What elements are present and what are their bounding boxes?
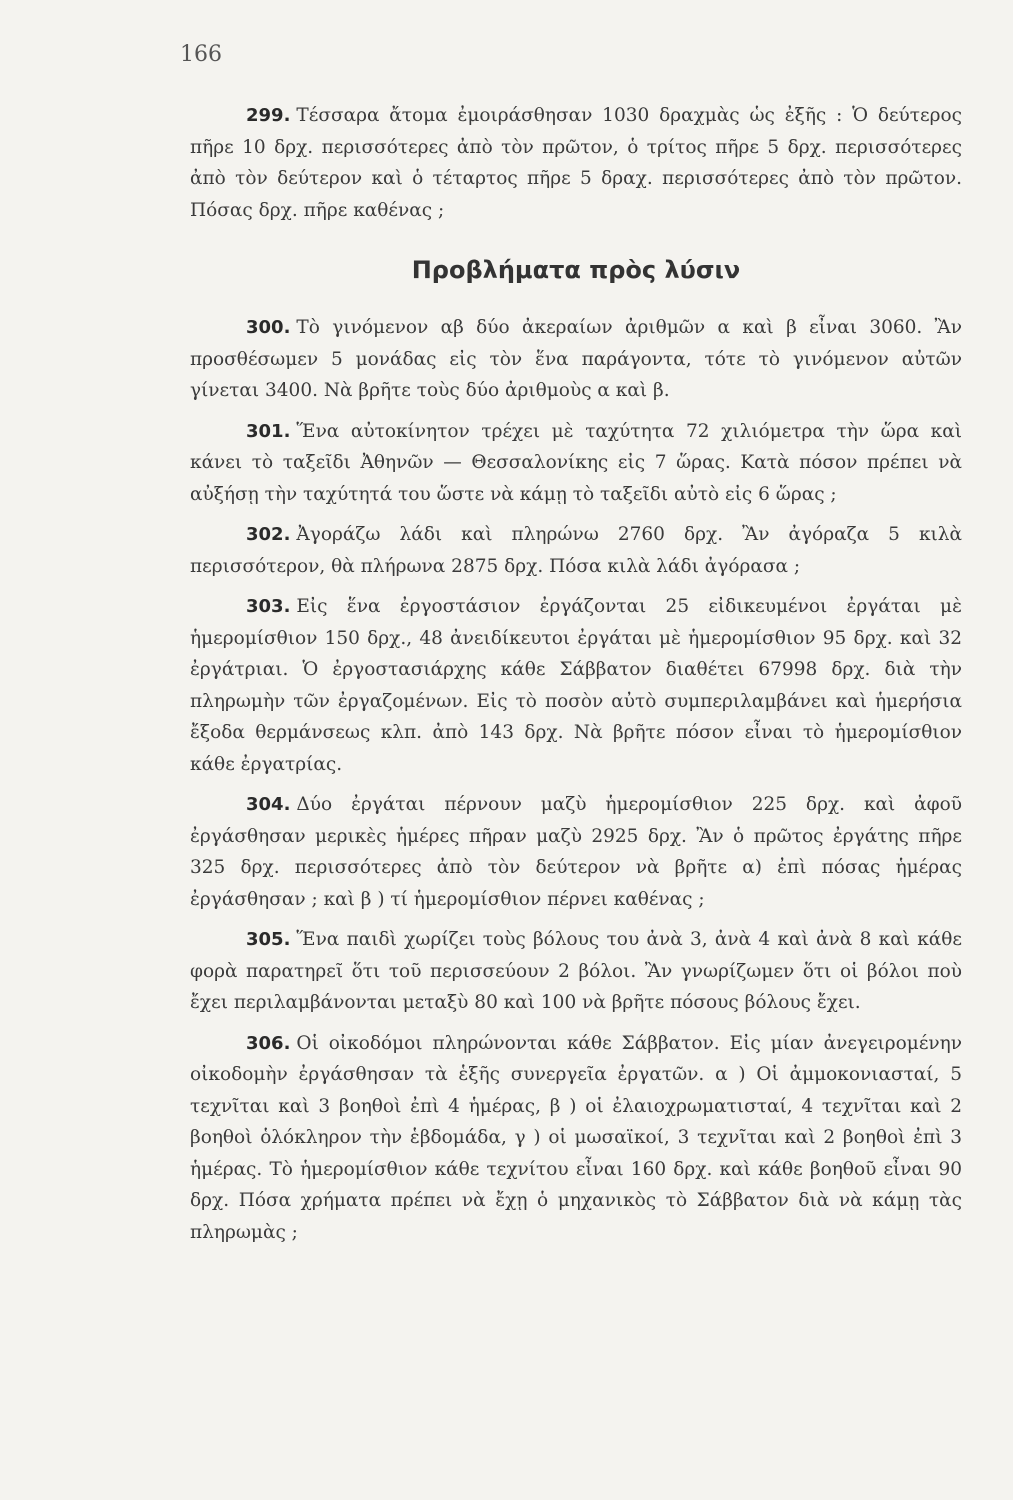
problem-text: Οἱ οἰκοδόμοι πληρώνονται κάθε Σάββατον. Εἰς μίαν ἀνεγειρομένην οἰκοδομὴν ἐργάσθησαν τὰ ἑξῆς συνεργεῖα ἐργατῶν. α ) Οἱ ἀμμοκονιασταί, 5 τεχνῖται καὶ 3 βοηθοὶ ἐπὶ 4 ἡμέρας, β ) οἱ ἐλαιοχρωματισταί, 4 τεχνῖται καὶ 2 βοηθοὶ ὁλόκληρον τὴν ἑβδομάδα, γ ) οἱ μωσαϊκοί, 3 τεχνῖται καὶ 2 βοηθοὶ ἐπὶ 3 ἡμέρας. Τὸ ἡμερομίσθιον κάθε τεχνίτου εἶναι 160 δρχ. καὶ κάθε βοηθοῦ εἶναι 90 δρχ. Πόσα χρήματα πρέπει νὰ ἔχῃ ὁ μηχανικὸς τὸ Σάββατον διὰ νὰ κάμῃ τὰς πληρωμὰς ; — [190, 1032, 962, 1243]
problem-number: 304. — [246, 794, 291, 815]
problem-306 — [190, 1028, 962, 1249]
problem-304 — [190, 789, 962, 915]
problem-number: 300. — [246, 317, 291, 338]
problem-text: Εἰς ἕνα ἐργοστάσιον ἐργάζονται 25 εἰδικευμένοι ἐργάται μὲ ἡμερομίσθιον 150 δρχ., 48 ἀνειδίκευτοι ἐργάται μὲ ἡμερομίσθιον 95 δρχ. καὶ 32 ἐργάτριαι. Ὁ ἐργοστασιάρχης κάθε Σάββατον διαθέτει 67998 δρχ. διὰ τὴν πληρωμὴν τῶν ἐργαζομένων. Εἰς τὸ ποσὸν αὐτὸ συμπεριλαμβάνει καὶ ἡμερήσια ἔξοδα θερμάνσεως κλπ. ἀπὸ 143 δρχ. Νὰ βρῆτε πόσον εἶναι τὸ ἡμερομίσθιον κάθε ἐργατρίας. — [190, 596, 962, 775]
problem-text: Τὸ γινόμενον αβ δύο ἀκεραίων ἀριθμῶν α καὶ β εἶναι 3060. Ἂν προσθέσωμεν 5 μονάδας εἰς τὸν ἕνα παράγοντα, τότε τὸ γινόμενον αὐτῶν γίνεται 3400. Νὰ βρῆτε τοὺς δύο ἀριθμοὺς α καὶ β. — [190, 317, 962, 401]
problem-number: 306. — [246, 1032, 291, 1054]
problem-text: Ἀγοράζω λάδι καὶ πληρώνω 2760 δρχ. Ἂν ἀγόραζα 5 κιλὰ περισσότερον, θὰ πλήρωνα 2875 δρχ. Πόσα κιλὰ λάδι ἀγόρασα ; — [190, 524, 962, 577]
problem-number: 303. — [246, 596, 291, 617]
problem-301 — [190, 416, 962, 511]
problem-302 — [190, 519, 962, 582]
page-number: 166 — [180, 42, 222, 67]
problem-text: Δύο ἐργάται πέρνουν μαζὺ ἡμερομίσθιον 225 δρχ. καὶ ἀφοῦ ἐργάσθησαν μερικὲς ἡμέρες πῆραν μαζὺ 2925 δρχ. Ἂν ὁ πρῶτος ἐργάτης πῆρε 325 δρχ. περισσότερες ἀπὸ τὸν δεύτερον νὰ βρῆτε α) ἐπὶ πόσας ἡμέρας ἐργάσθησαν ; καὶ β ) τί ἡμερομίσθιον πέρνει καθένας ; — [190, 794, 962, 910]
page-content — [190, 100, 962, 1257]
problem-number: 301. — [246, 420, 291, 442]
problem-text: Ἕνα παιδὶ χωρίζει τοὺς βόλους του ἀνὰ 3, ἀνὰ 4 καὶ ἀνὰ 8 καὶ κάθε φορὰ παρατηρεῖ ὅτι τοῦ περισσεύουν 2 βόλοι. Ἂν γνωρίζωμεν ὅτι οἱ βόλοι ποὺ ἔχει περιλαμβάνονται μεταξὺ 80 καὶ 100 νὰ βρῆτε πόσους βόλους ἔχει. — [190, 929, 962, 1013]
problem-number: 299. — [246, 105, 291, 126]
problem-300 — [190, 312, 962, 407]
problem-305 — [190, 924, 962, 1019]
problem-303 — [190, 591, 962, 780]
problem-299 — [190, 100, 962, 226]
section-heading: Προβλήματα πρὸς λύσιν — [411, 256, 741, 284]
problem-number: 305. — [246, 929, 291, 950]
problem-text: Τέσσαρα ἄτομα ἐμοιράσθησαν 1030 δραχμὰς ὡς ἐξῆς : Ὁ δεύτερος πῆρε 10 δρχ. περισσότερες ἀπὸ τὸν πρῶτον, ὁ τρίτος πῆρε 5 δρχ. περισσότερες ἀπὸ τὸν δεύτερον καὶ ὁ τέταρτος πῆρε 5 δραχ. περισσότερες ἀπὸ τὸν πρῶτον. Πόσας δρχ. πῆρε καθένας ; — [190, 105, 962, 221]
problem-number: 302. — [246, 524, 291, 545]
problem-text: Ἕνα αὐτοκίνητον τρέχει μὲ ταχύτητα 72 χιλιόμετρα τὴν ὥρα καὶ κάνει τὸ ταξεῖδι Ἀθηνῶν — Θεσσαλονίκης εἰς 7 ὥρας. Κατὰ πόσον πρέπει νὰ αὐξήσῃ τὴν ταχύτητά του ὥστε νὰ κάμῃ τὸ ταξεῖδι αὐτὸ εἰς 6 ὥρας ; — [190, 420, 962, 505]
